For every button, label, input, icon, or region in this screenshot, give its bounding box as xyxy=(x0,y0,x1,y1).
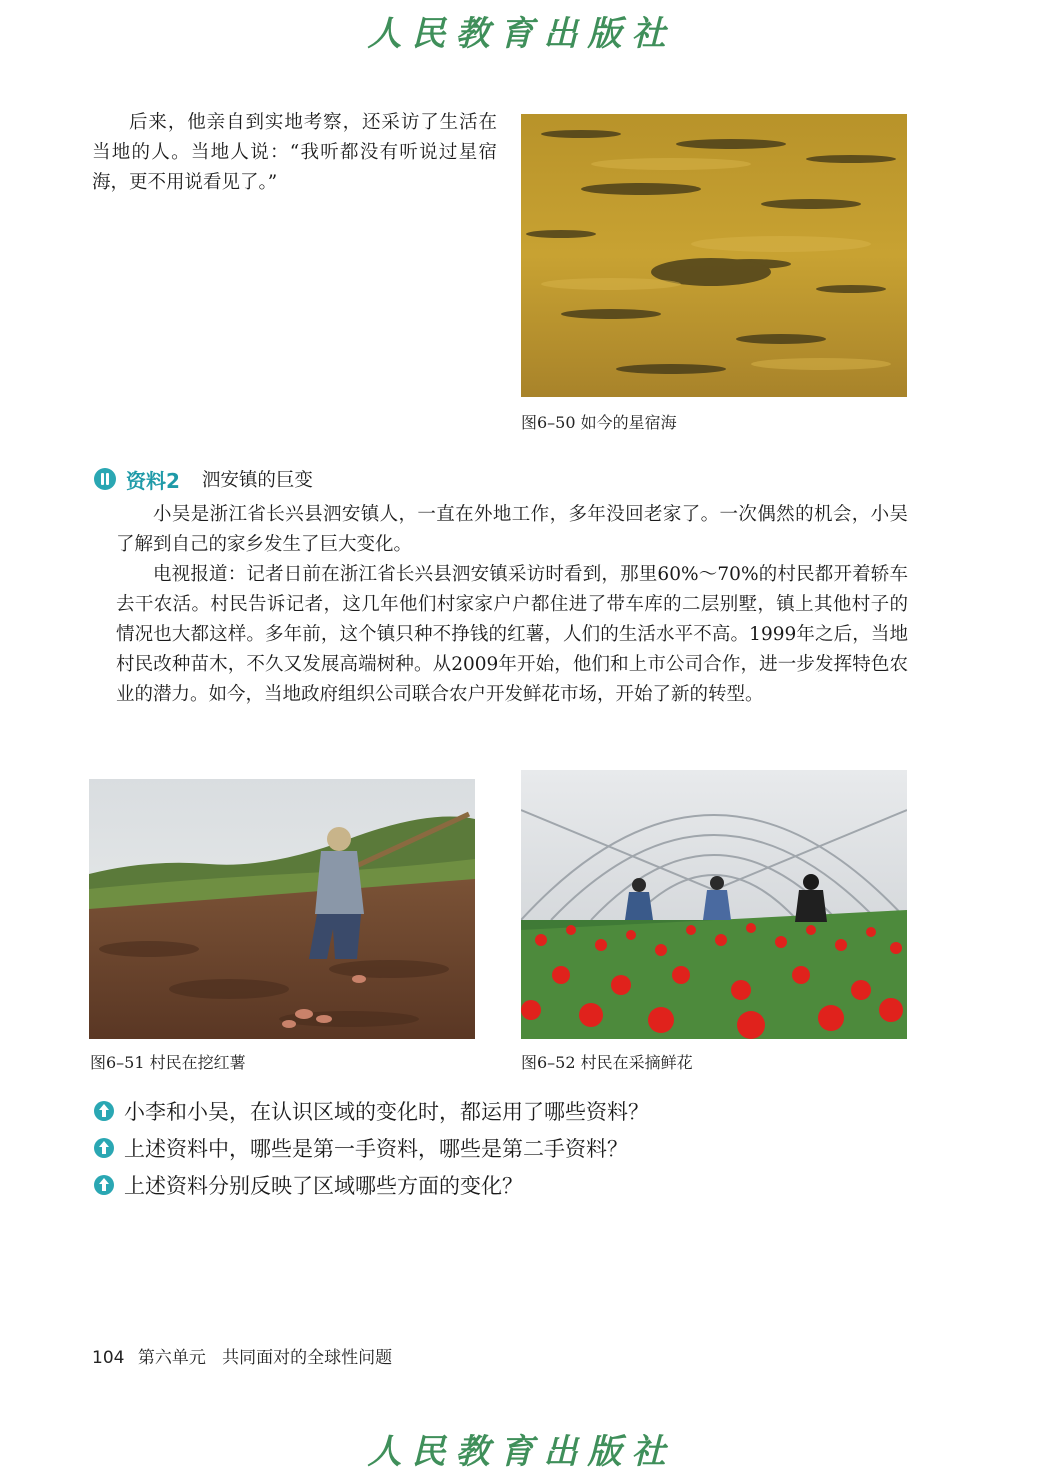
photo-picking-flowers xyxy=(521,770,907,1039)
section-title: 泗安镇的巨变 xyxy=(201,470,313,491)
figure-caption-6-51: 图6–51 村民在挖红薯 xyxy=(90,1053,246,1072)
page-footer xyxy=(92,1343,392,1368)
question-item xyxy=(94,1092,649,1129)
question-text: 上述资料分别反映了区域哪些方面的变化？ xyxy=(124,1173,523,1198)
question-list xyxy=(94,1092,649,1203)
publisher-watermark-top: 人民教育出版社 xyxy=(367,14,676,54)
photo-xingxiuhai xyxy=(521,114,907,397)
book-icon xyxy=(94,468,116,490)
arrow-up-icon xyxy=(94,1138,114,1158)
page-number: 104 xyxy=(92,1348,125,1368)
question-text: 上述资料中，哪些是第一手资料，哪些是第二手资料？ xyxy=(124,1136,628,1161)
section-label: 资料2 xyxy=(126,468,180,493)
paragraph-1: 小吴是浙江省长兴县泗安镇人，一直在外地工作，多年没回老家了。一次偶然的机会，小吴了解到自己的家乡发生了巨大变化。 xyxy=(116,504,908,555)
question-item xyxy=(94,1129,649,1166)
photo-digging-sweet-potatoes xyxy=(89,779,475,1039)
section-header xyxy=(94,464,313,494)
paragraph-2: 电视报道：记者日前在浙江省长兴县泗安镇采访时看到，那里60%～70%的村民都开着轿车去干农活。村民告诉记者，这几年他们村家家户户都住进了带车库的二层别墅，镇上其他村子的情况也大都这样。多年前，这个镇只种不挣钱的红薯，人们的生活水平不高。1999年之后，当地村民改种苗木，不久又发展高端树种。从2009年开始，他们和上市公司合作，进一步发挥特色农业的潜力。如今，当地政府组织公司联合农户开发鲜花市场，开始了新的转型。 xyxy=(116,564,908,705)
figure-caption-6-50: 图6–50 如今的星宿海 xyxy=(521,413,677,432)
publisher-watermark-bottom: 人民教育出版社 xyxy=(367,1432,676,1472)
intro-paragraph: 后来，他亲自到实地考察，还采访了生活在当地的人。当地人说：“我听都没有听说过星宿海，更不用说看见了。” xyxy=(92,112,497,193)
unit-title: 共同面对的全球性问题 xyxy=(222,1348,393,1368)
figure-caption-6-52: 图6–52 村民在采摘鲜花 xyxy=(521,1053,693,1072)
question-item xyxy=(94,1166,649,1203)
arrow-up-icon xyxy=(94,1175,114,1195)
unit-label: 第六单元 xyxy=(137,1348,206,1368)
arrow-up-icon xyxy=(94,1101,114,1121)
question-text: 小李和小吴，在认识区域的变化时，都运用了哪些资料？ xyxy=(124,1099,649,1124)
